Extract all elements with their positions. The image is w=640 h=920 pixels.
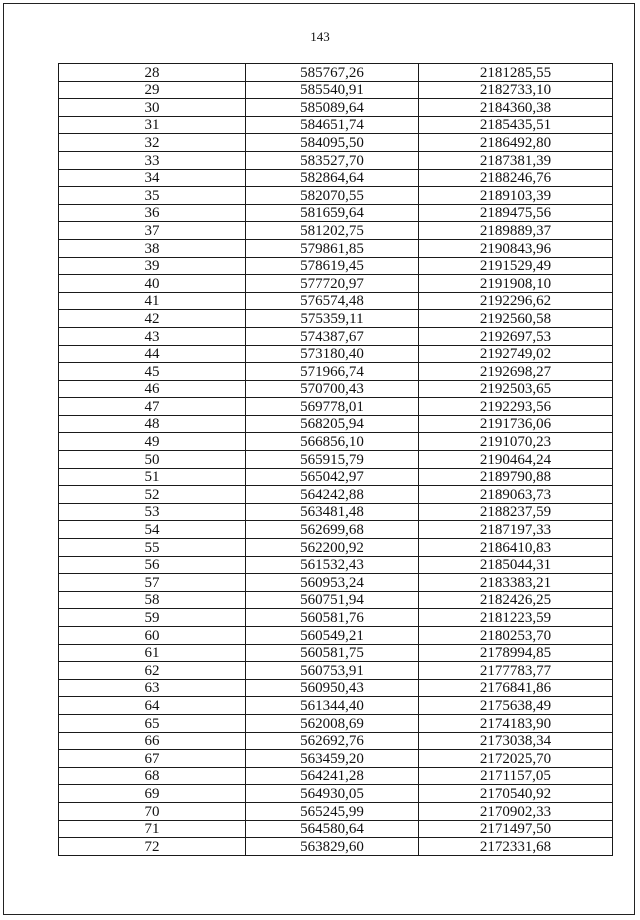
x-coordinate-cell: 568205,94 [246, 415, 419, 433]
point-number-cell: 61 [59, 644, 246, 662]
point-number-cell: 57 [59, 574, 246, 592]
x-coordinate-cell: 570700,43 [246, 380, 419, 398]
point-number-cell: 34 [59, 169, 246, 187]
x-coordinate-cell: 564580,64 [246, 820, 419, 838]
table-row [59, 99, 613, 117]
y-coordinate-cell: 2175638,49 [419, 697, 613, 715]
x-coordinate-cell: 584651,74 [246, 116, 419, 134]
x-coordinate-cell: 585089,64 [246, 99, 419, 117]
table-row [59, 169, 613, 187]
table-row [59, 81, 613, 99]
y-coordinate-cell: 2185044,31 [419, 556, 613, 574]
y-coordinate-cell: 2185435,51 [419, 116, 613, 134]
table-row [59, 820, 613, 838]
x-coordinate-cell: 565042,97 [246, 468, 419, 486]
x-coordinate-cell: 560751,94 [246, 591, 419, 609]
table-row [59, 662, 613, 680]
point-number-cell: 42 [59, 310, 246, 328]
y-coordinate-cell: 2171497,50 [419, 820, 613, 838]
point-number-cell: 43 [59, 327, 246, 345]
point-number-cell: 47 [59, 398, 246, 416]
y-coordinate-cell: 2189889,37 [419, 222, 613, 240]
x-coordinate-cell: 569778,01 [246, 398, 419, 416]
y-coordinate-cell: 2189103,39 [419, 187, 613, 205]
coordinates-table [58, 63, 613, 856]
point-number-cell: 62 [59, 662, 246, 680]
y-coordinate-cell: 2192697,53 [419, 327, 613, 345]
x-coordinate-cell: 562008,69 [246, 714, 419, 732]
table-row [59, 239, 613, 257]
y-coordinate-cell: 2171157,05 [419, 767, 613, 785]
y-coordinate-cell: 2187197,33 [419, 521, 613, 539]
point-number-cell: 45 [59, 363, 246, 381]
point-number-cell: 46 [59, 380, 246, 398]
point-number-cell: 68 [59, 767, 246, 785]
table-row [59, 134, 613, 152]
x-coordinate-cell: 571966,74 [246, 363, 419, 381]
y-coordinate-cell: 2178994,85 [419, 644, 613, 662]
x-coordinate-cell: 562200,92 [246, 539, 419, 557]
table-row [59, 556, 613, 574]
y-coordinate-cell: 2191736,06 [419, 415, 613, 433]
point-number-cell: 55 [59, 539, 246, 557]
x-coordinate-cell: 575359,11 [246, 310, 419, 328]
x-coordinate-cell: 585540,91 [246, 81, 419, 99]
y-coordinate-cell: 2181223,59 [419, 609, 613, 627]
point-number-cell: 59 [59, 609, 246, 627]
y-coordinate-cell: 2184360,38 [419, 99, 613, 117]
y-coordinate-cell: 2170540,92 [419, 785, 613, 803]
x-coordinate-cell: 579861,85 [246, 239, 419, 257]
point-number-cell: 52 [59, 486, 246, 504]
y-coordinate-cell: 2192293,56 [419, 398, 613, 416]
x-coordinate-cell: 582864,64 [246, 169, 419, 187]
point-number-cell: 41 [59, 292, 246, 310]
point-number-cell: 53 [59, 503, 246, 521]
table-row [59, 521, 613, 539]
x-coordinate-cell: 563481,48 [246, 503, 419, 521]
table-row [59, 222, 613, 240]
y-coordinate-cell: 2188237,59 [419, 503, 613, 521]
point-number-cell: 49 [59, 433, 246, 451]
x-coordinate-cell: 560581,76 [246, 609, 419, 627]
table-row [59, 415, 613, 433]
point-number-cell: 63 [59, 679, 246, 697]
x-coordinate-cell: 585767,26 [246, 64, 419, 82]
point-number-cell: 35 [59, 187, 246, 205]
table-row [59, 732, 613, 750]
table-row [59, 785, 613, 803]
y-coordinate-cell: 2173038,34 [419, 732, 613, 750]
x-coordinate-cell: 561344,40 [246, 697, 419, 715]
x-coordinate-cell: 562699,68 [246, 521, 419, 539]
x-coordinate-cell: 562692,76 [246, 732, 419, 750]
y-coordinate-cell: 2172331,68 [419, 838, 613, 856]
page-number: 143 [310, 29, 330, 44]
y-coordinate-cell: 2192503,65 [419, 380, 613, 398]
table-row [59, 204, 613, 222]
y-coordinate-cell: 2192560,58 [419, 310, 613, 328]
y-coordinate-cell: 2172025,70 [419, 750, 613, 768]
x-coordinate-cell: 560581,75 [246, 644, 419, 662]
x-coordinate-cell: 584095,50 [246, 134, 419, 152]
y-coordinate-cell: 2177783,77 [419, 662, 613, 680]
point-number-cell: 67 [59, 750, 246, 768]
y-coordinate-cell: 2170902,33 [419, 802, 613, 820]
table-row [59, 292, 613, 310]
point-number-cell: 33 [59, 151, 246, 169]
point-number-cell: 60 [59, 627, 246, 645]
point-number-cell: 37 [59, 222, 246, 240]
point-number-cell: 39 [59, 257, 246, 275]
point-number-cell: 48 [59, 415, 246, 433]
x-coordinate-cell: 581659,64 [246, 204, 419, 222]
x-coordinate-cell: 581202,75 [246, 222, 419, 240]
point-number-cell: 51 [59, 468, 246, 486]
table-row [59, 345, 613, 363]
point-number-cell: 65 [59, 714, 246, 732]
y-coordinate-cell: 2188246,76 [419, 169, 613, 187]
table-row [59, 574, 613, 592]
x-coordinate-cell: 563459,20 [246, 750, 419, 768]
table-row [59, 539, 613, 557]
y-coordinate-cell: 2191529,49 [419, 257, 613, 275]
y-coordinate-cell: 2190464,24 [419, 451, 613, 469]
y-coordinate-cell: 2181285,55 [419, 64, 613, 82]
table-row [59, 591, 613, 609]
y-coordinate-cell: 2182426,25 [419, 591, 613, 609]
x-coordinate-cell: 578619,45 [246, 257, 419, 275]
y-coordinate-cell: 2192698,27 [419, 363, 613, 381]
y-coordinate-cell: 2191908,10 [419, 275, 613, 293]
y-coordinate-cell: 2183383,21 [419, 574, 613, 592]
table-row [59, 151, 613, 169]
x-coordinate-cell: 583527,70 [246, 151, 419, 169]
table-row [59, 750, 613, 768]
y-coordinate-cell: 2192749,02 [419, 345, 613, 363]
x-coordinate-cell: 582070,55 [246, 187, 419, 205]
point-number-cell: 54 [59, 521, 246, 539]
table-row [59, 64, 613, 82]
y-coordinate-cell: 2189063,73 [419, 486, 613, 504]
y-coordinate-cell: 2186492,80 [419, 134, 613, 152]
table-row [59, 398, 613, 416]
y-coordinate-cell: 2190843,96 [419, 239, 613, 257]
table-row [59, 275, 613, 293]
point-number-cell: 36 [59, 204, 246, 222]
point-number-cell: 69 [59, 785, 246, 803]
x-coordinate-cell: 565245,99 [246, 802, 419, 820]
x-coordinate-cell: 566856,10 [246, 433, 419, 451]
point-number-cell: 30 [59, 99, 246, 117]
table-row [59, 802, 613, 820]
point-number-cell: 56 [59, 556, 246, 574]
table-row [59, 310, 613, 328]
table-row [59, 627, 613, 645]
table-row [59, 503, 613, 521]
table-row [59, 838, 613, 856]
point-number-cell: 28 [59, 64, 246, 82]
coordinates-table-body [59, 64, 613, 856]
point-number-cell: 40 [59, 275, 246, 293]
x-coordinate-cell: 560953,24 [246, 574, 419, 592]
y-coordinate-cell: 2180253,70 [419, 627, 613, 645]
table-row [59, 116, 613, 134]
x-coordinate-cell: 560549,21 [246, 627, 419, 645]
x-coordinate-cell: 560950,43 [246, 679, 419, 697]
table-row [59, 714, 613, 732]
point-number-cell: 32 [59, 134, 246, 152]
y-coordinate-cell: 2192296,62 [419, 292, 613, 310]
table-row [59, 767, 613, 785]
point-number-cell: 64 [59, 697, 246, 715]
y-coordinate-cell: 2189475,56 [419, 204, 613, 222]
table-row [59, 363, 613, 381]
x-coordinate-cell: 576574,48 [246, 292, 419, 310]
x-coordinate-cell: 564242,88 [246, 486, 419, 504]
point-number-cell: 29 [59, 81, 246, 99]
x-coordinate-cell: 561532,43 [246, 556, 419, 574]
table-row [59, 187, 613, 205]
point-number-cell: 72 [59, 838, 246, 856]
point-number-cell: 50 [59, 451, 246, 469]
point-number-cell: 58 [59, 591, 246, 609]
x-coordinate-cell: 564930,05 [246, 785, 419, 803]
table-row [59, 679, 613, 697]
point-number-cell: 31 [59, 116, 246, 134]
x-coordinate-cell: 564241,28 [246, 767, 419, 785]
y-coordinate-cell: 2174183,90 [419, 714, 613, 732]
y-coordinate-cell: 2189790,88 [419, 468, 613, 486]
x-coordinate-cell: 573180,40 [246, 345, 419, 363]
table-row [59, 468, 613, 486]
table-row [59, 257, 613, 275]
y-coordinate-cell: 2186410,83 [419, 539, 613, 557]
point-number-cell: 44 [59, 345, 246, 363]
x-coordinate-cell: 563829,60 [246, 838, 419, 856]
table-row [59, 451, 613, 469]
table-row [59, 697, 613, 715]
table-row [59, 433, 613, 451]
table-row [59, 644, 613, 662]
x-coordinate-cell: 565915,79 [246, 451, 419, 469]
x-coordinate-cell: 577720,97 [246, 275, 419, 293]
table-row [59, 327, 613, 345]
table-row [59, 380, 613, 398]
point-number-cell: 71 [59, 820, 246, 838]
point-number-cell: 66 [59, 732, 246, 750]
y-coordinate-cell: 2187381,39 [419, 151, 613, 169]
x-coordinate-cell: 560753,91 [246, 662, 419, 680]
y-coordinate-cell: 2176841,86 [419, 679, 613, 697]
table-row [59, 609, 613, 627]
point-number-cell: 70 [59, 802, 246, 820]
table-row [59, 486, 613, 504]
point-number-cell: 38 [59, 239, 246, 257]
x-coordinate-cell: 574387,67 [246, 327, 419, 345]
y-coordinate-cell: 2191070,23 [419, 433, 613, 451]
y-coordinate-cell: 2182733,10 [419, 81, 613, 99]
